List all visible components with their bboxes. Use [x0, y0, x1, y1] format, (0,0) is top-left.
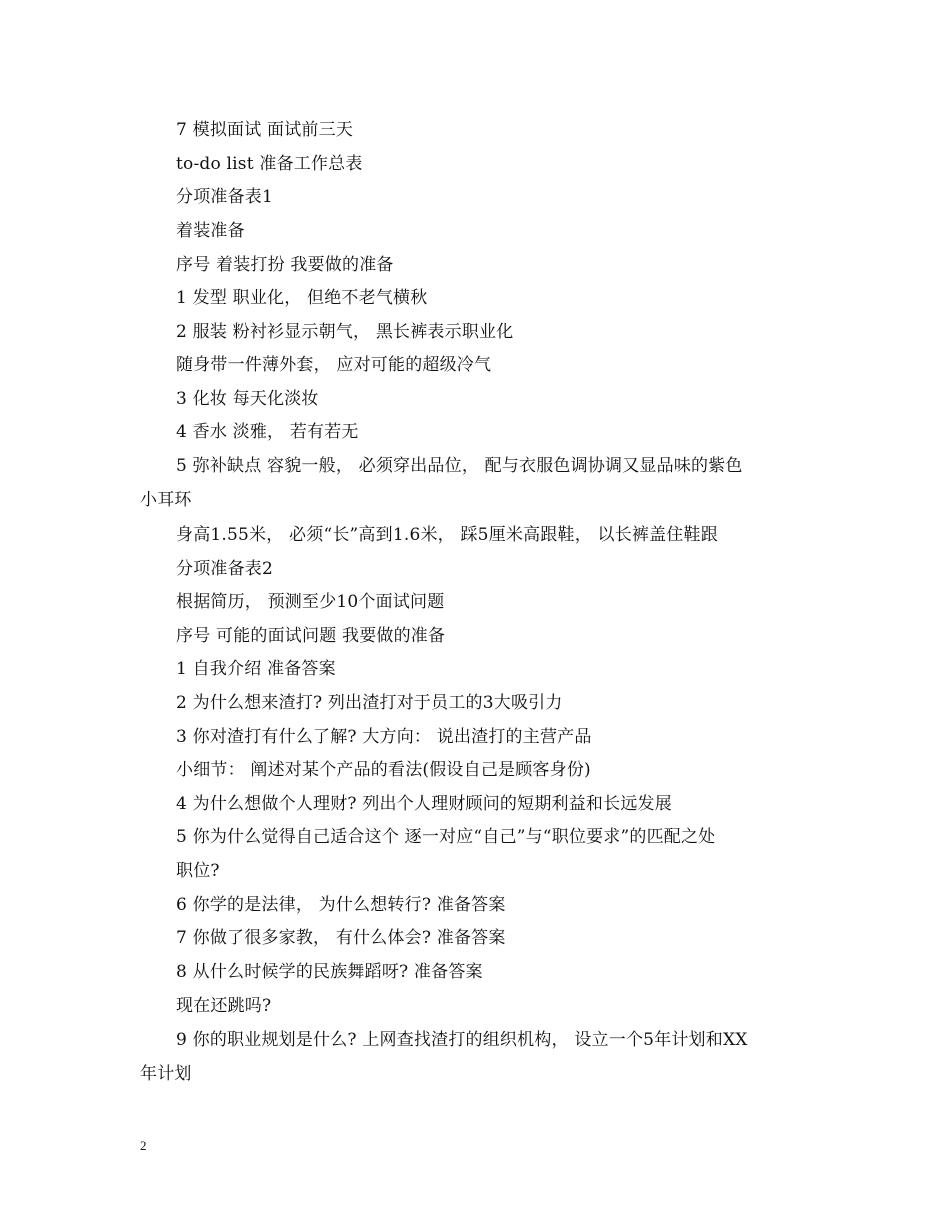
text-line: 职位? [176, 861, 220, 881]
text-line: 4 香水 淡雅， 若有若无 [176, 422, 359, 442]
text-line: 序号 着装打扮 我要做的准备 [176, 255, 394, 275]
text-line: 年计划 [140, 1064, 192, 1084]
text-line: 3 你对渣打有什么了解? 大方向： 说出渣打的主营产品 [176, 727, 592, 747]
page-number: 2 [140, 1138, 147, 1153]
text-line: 着装准备 [176, 221, 245, 241]
text-line: 5 弥补缺点 容貌一般， 必须穿出品位， 配与衣服色调协调又显品味的紫色 [176, 456, 743, 476]
text-line: 随身带一件薄外套， 应对可能的超级冷气 [176, 355, 492, 375]
text-line: 根据简历， 预测至少10个面试问题 [176, 592, 445, 612]
text-line: 5 你为什么觉得自己适合这个 逐一对应“自己”与“职位要求”的匹配之处 [176, 827, 716, 847]
text-line: 4 为什么想做个人理财? 列出个人理财顾问的短期利益和长远发展 [176, 794, 672, 814]
text-line: 9 你的职业规划是什么? 上网查找渣打的组织机构， 设立一个5年计划和XX [176, 1030, 748, 1050]
text-line: 序号 可能的面试问题 我要做的准备 [176, 626, 446, 646]
text-line: to-do list 准备工作总表 [176, 154, 363, 174]
text-line: 身高1.55米， 必须“长”高到1.6米， 踩5厘米高跟鞋， 以长裤盖住鞋跟 [176, 525, 718, 545]
text-line: 现在还跳吗? [176, 996, 272, 1016]
text-line: 7 模拟面试 面试前三天 [176, 120, 354, 140]
text-line: 8 从什么时候学的民族舞蹈呀? 准备答案 [176, 962, 483, 982]
text-line: 小耳环 [140, 490, 192, 510]
text-line: 3 化妆 每天化淡妆 [176, 389, 319, 409]
text-line: 2 服装 粉衬衫显示朝气， 黑长裤表示职业化 [176, 322, 514, 342]
text-line: 6 你学的是法律， 为什么想转行? 准备答案 [176, 895, 506, 915]
text-line: 分项准备表2 [176, 559, 274, 579]
text-line: 2 为什么想来渣打? 列出渣打对于员工的3大吸引力 [176, 693, 563, 713]
text-line: 分项准备表1 [176, 187, 274, 207]
text-line: 1 自我介绍 准备答案 [176, 659, 336, 679]
text-line: 7 你做了很多家教， 有什么体会? 准备答案 [176, 928, 506, 948]
text-line: 小细节： 阐述对某个产品的看法(假设自己是顾客身份) [176, 760, 591, 780]
text-line: 1 发型 职业化， 但绝不老气横秋 [176, 288, 428, 308]
